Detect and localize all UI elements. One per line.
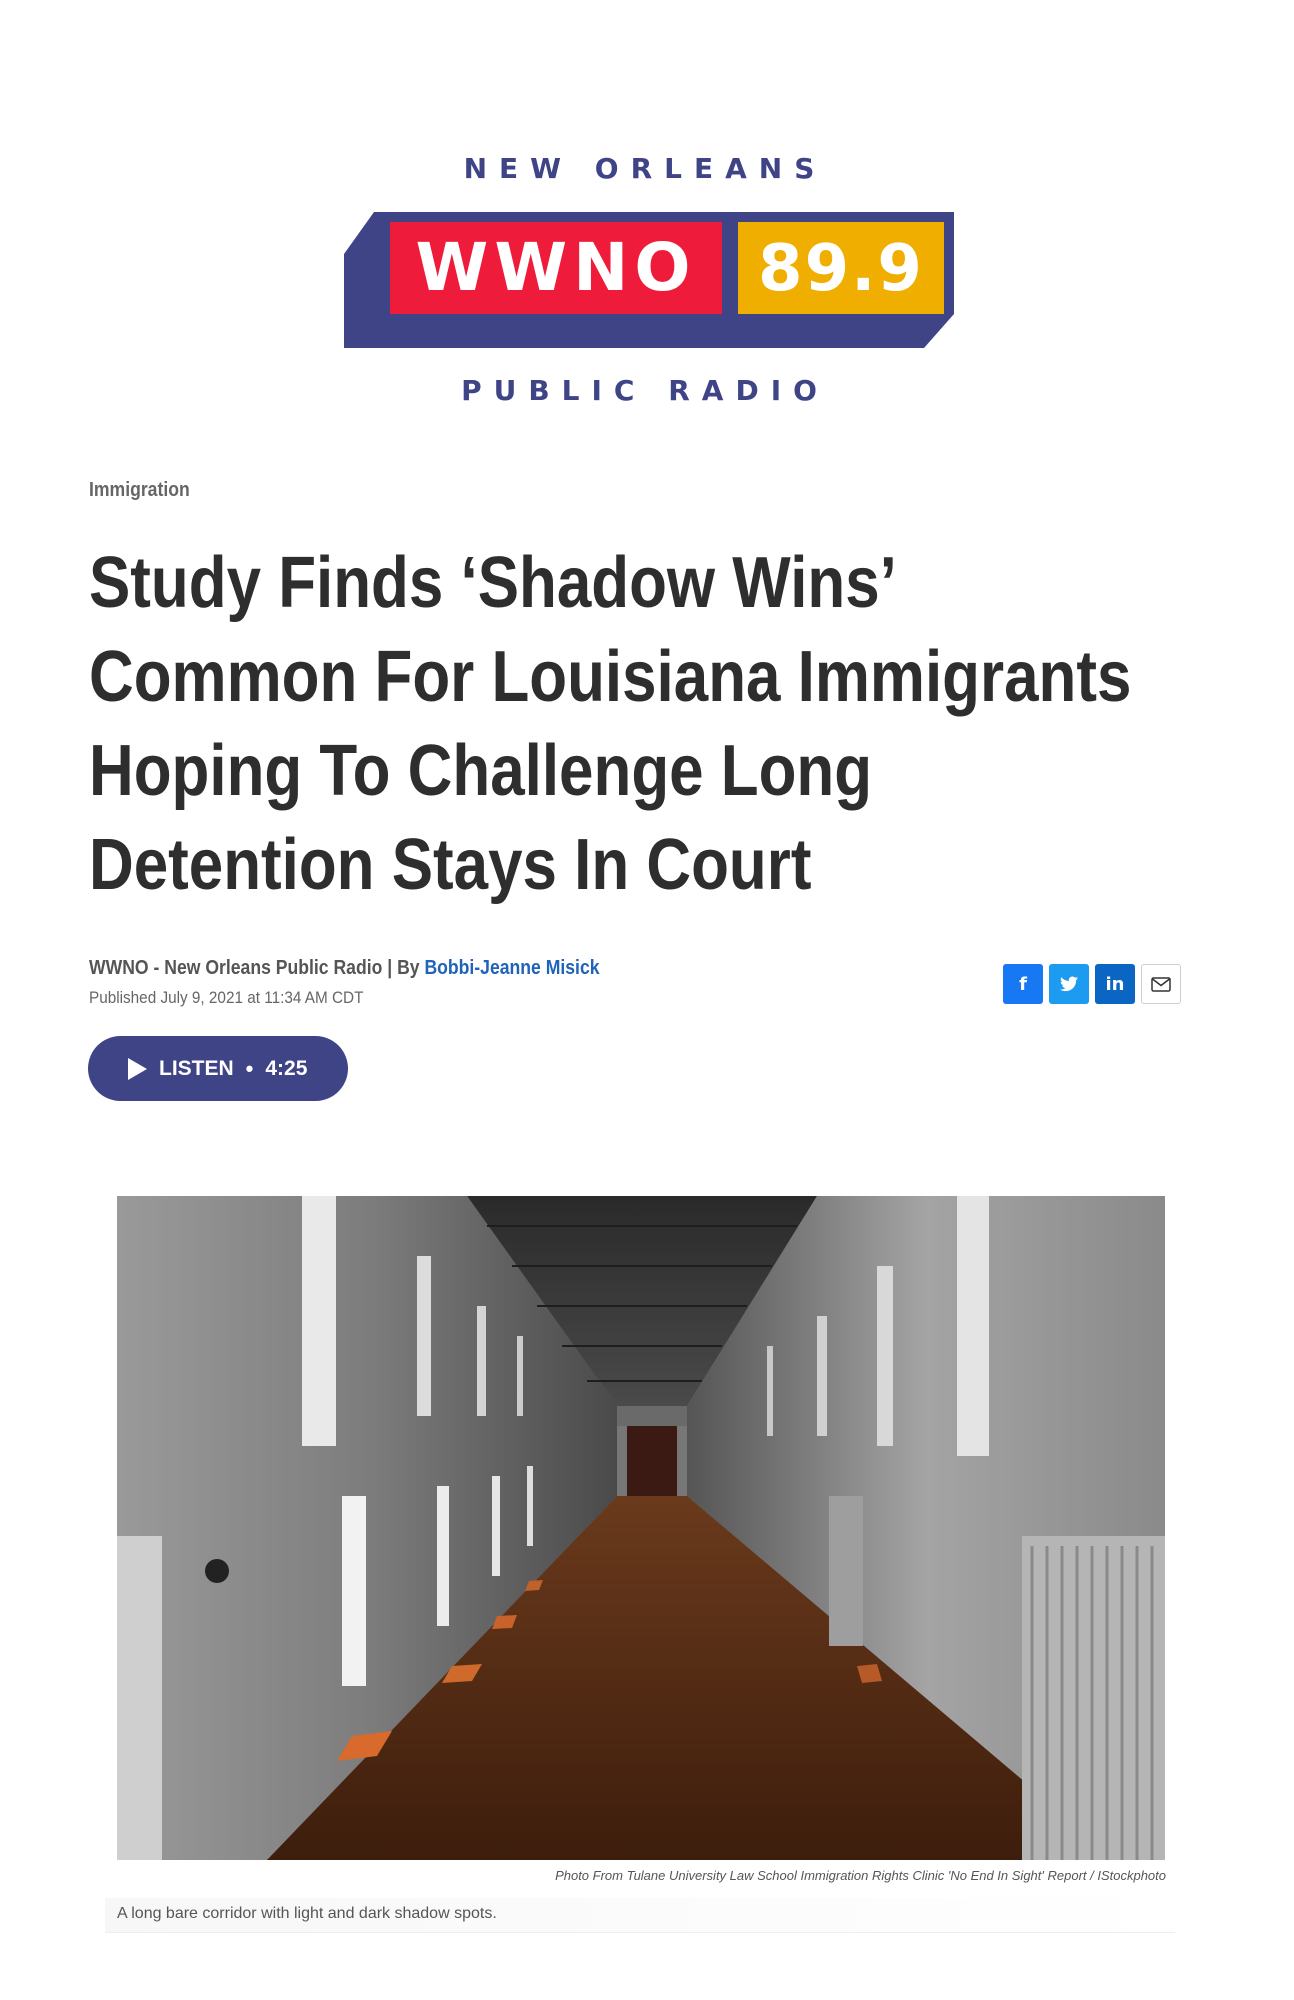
twitter-share-button[interactable]	[1049, 964, 1089, 1004]
twitter-icon	[1060, 976, 1078, 992]
logo-top-text: NEW ORLEANS	[463, 152, 827, 185]
station-logo[interactable]	[330, 142, 960, 412]
published-date: Published July 9, 2021 at 11:34 AM CDT	[89, 988, 364, 1007]
logo-call-sign: WWNO	[415, 229, 697, 306]
facebook-icon: f	[1019, 973, 1027, 995]
listen-separator: •	[245, 1055, 254, 1081]
headline-line: Detention Stays In Court	[89, 825, 812, 905]
byline	[89, 957, 600, 980]
caption-bar	[105, 1898, 1175, 1933]
headline-line: Hoping To Challenge Long	[89, 731, 873, 811]
logo-mark	[344, 204, 954, 364]
headline-line: Study Finds ‘Shadow Wins’	[89, 543, 897, 623]
logo-bottom-text: PUBLIC RADIO	[461, 374, 829, 407]
play-icon	[128, 1058, 147, 1080]
listen-button[interactable]	[88, 1036, 348, 1101]
email-icon	[1151, 977, 1171, 992]
linkedin-share-button[interactable]	[1095, 964, 1135, 1004]
photo-credit: Photo From Tulane University Law School Immigration Rights Clinic 'No End In Sight' Report / IStockphoto	[555, 1868, 1166, 1883]
facebook-share-button[interactable]	[1003, 964, 1043, 1004]
email-share-button[interactable]	[1141, 964, 1181, 1004]
logo-frequency: 89.9	[758, 232, 924, 306]
byline-source: WWNO - New Orleans Public Radio | By	[89, 957, 425, 979]
listen-duration: 4:25	[265, 1056, 308, 1080]
category-link[interactable]: Immigration	[89, 479, 190, 501]
linkedin-icon: in	[1105, 973, 1125, 995]
corridor-photo	[117, 1196, 1165, 1860]
headline-line: Common For Louisiana Immigrants	[89, 637, 1132, 717]
share-buttons	[1003, 964, 1181, 1004]
author-link[interactable]: Bobbi-Jeanne Misick	[424, 957, 600, 979]
listen-label: LISTEN	[159, 1056, 234, 1080]
photo-caption: A long bare corridor with light and dark shadow spots.	[117, 1905, 497, 1922]
article-headline	[89, 536, 1198, 912]
article-image[interactable]	[117, 1196, 1165, 1860]
